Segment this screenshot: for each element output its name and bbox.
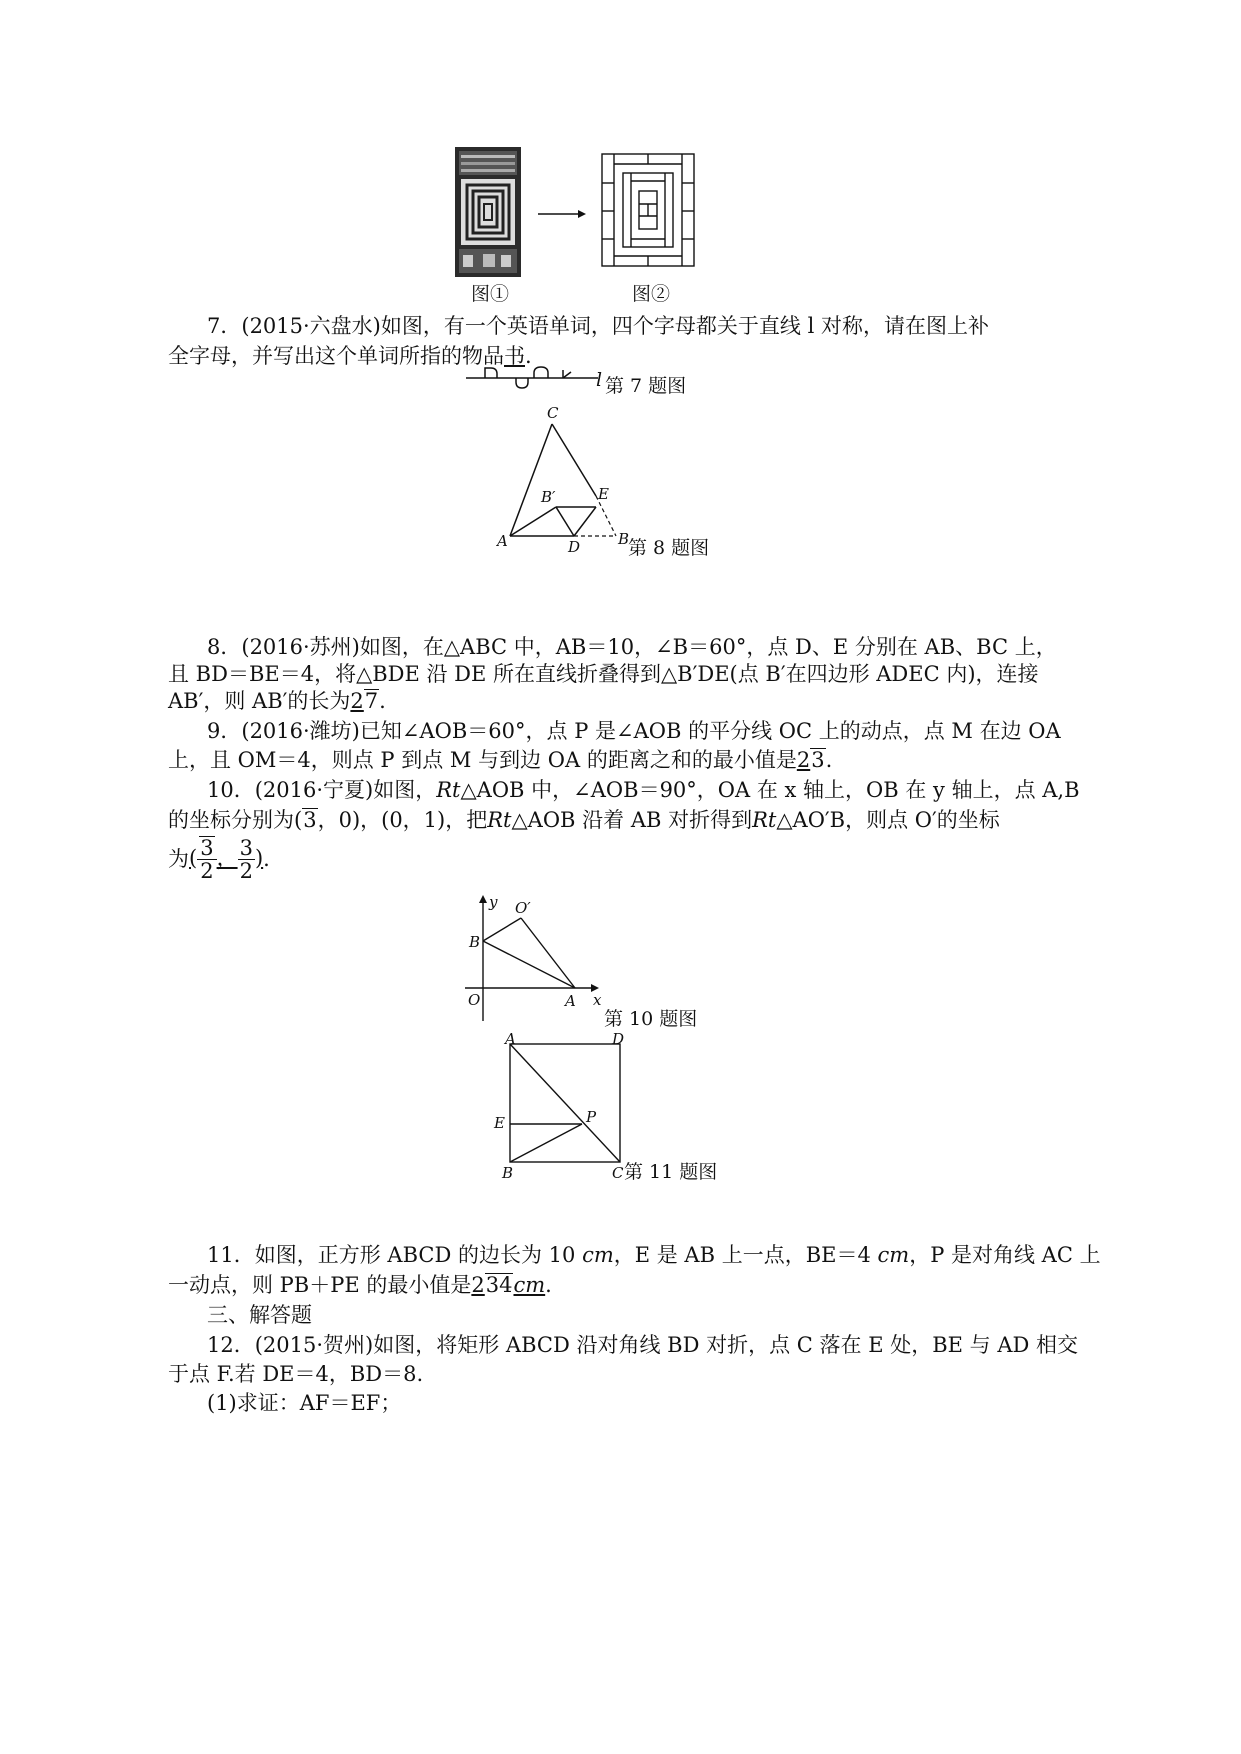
q7-caption: 第 7 题图 <box>605 375 687 397</box>
q9-line2: 上，且 OM＝4，则点 P 到点 M 与到边 OA 的距离之和的最小值是23. <box>168 748 833 772</box>
q12-line2: 于点 F.若 DE＝4，BD＝8. <box>168 1362 424 1386</box>
q12-sub1: (1)求证：AF＝EF； <box>207 1391 402 1415</box>
q8-label-C: C <box>547 404 559 422</box>
q11-label-A: A <box>505 1032 516 1048</box>
q10-label-y: y <box>489 893 498 911</box>
q10-label-x: x <box>593 991 602 1009</box>
q11-line1: 11．如图，正方形 ABCD 的边长为 10 cm，E 是 AB 上一点，BE＝4 cm，P 是对角线 AC 上 <box>207 1243 1101 1267</box>
q11-answer: 234cm <box>471 1273 546 1297</box>
q9-number: 9． <box>207 719 242 743</box>
q9-line1 <box>207 716 1061 746</box>
q8-caption: 第 8 题图 <box>628 537 710 559</box>
q7-text-2: 全字母，并写出这个单词所指的物品 <box>168 344 504 368</box>
q12-source: (2015·贺州) <box>254 1333 374 1357</box>
q7-text: 如图，有一个英语单词，四个字母都关于直线 l 对称，请在图上补 <box>380 314 989 338</box>
q11-number: 11． <box>207 1243 255 1267</box>
q9-answer: 23 <box>796 748 825 772</box>
arrow-right-icon <box>538 208 586 220</box>
q11-label-B: B <box>502 1164 514 1180</box>
q10-line2: 的坐标分别为(3，0)，(0，1)，把Rt△AOB 沿着 AB 对折得到Rt△AO′B，则点 O′的坐标 <box>168 808 1000 832</box>
q8-label-B: B <box>618 530 630 548</box>
figure-1-caption: 图① <box>471 283 510 305</box>
q8-line1 <box>207 632 1057 662</box>
q10-label-O: O <box>468 991 481 1009</box>
q7-line1 <box>207 311 989 341</box>
q7-tail: . <box>525 344 532 368</box>
q10-caption: 第 10 题图 <box>604 1008 698 1030</box>
figure-2-caption: 图② <box>632 283 671 305</box>
q8-line3: AB′，则 AB′的长为27. <box>168 689 386 713</box>
q11-label-C: C <box>612 1164 624 1180</box>
q11-label-E: E <box>494 1114 505 1132</box>
q11-label-P: P <box>586 1108 597 1126</box>
q10-label-A: A <box>565 992 576 1010</box>
q8-line2: 且 BD＝BE＝4，将△BDE 沿 DE 所在直线折叠得到△B′DE(点 B′在四边形 ADEC 内)，连接 <box>168 662 1039 686</box>
q7-source: (2015·六盘水) <box>241 314 381 338</box>
q7-line-label: l <box>596 369 603 391</box>
q7-number: 7． <box>207 314 242 338</box>
q11-label-D: D <box>612 1032 625 1048</box>
q12-line1: 12．(2015·贺州)如图，将矩形 ABCD 沿对角线 BD 对折，点 C 落在 E 处，BE 与 AD 相交 <box>207 1333 1078 1357</box>
q10-figure <box>455 893 605 1028</box>
q8-text: 如图，在△ABC 中，AB＝10，∠B＝60°，点 D、E 分别在 AB、BC 上， <box>359 635 1057 659</box>
figure-2-pattern <box>601 153 695 267</box>
q9-source: (2016·潍坊) <box>241 719 360 743</box>
q8-answer: 27 <box>350 689 379 713</box>
q9-text: 已知∠AOB＝60°，点 P 是∠AOB 的平分线 OC 上的动点，点 M 在边 OA <box>359 719 1061 743</box>
q7-figure <box>466 364 606 392</box>
section-heading: 三、解答题 <box>207 1303 312 1327</box>
q11-caption: 第 11 题图 <box>624 1161 718 1183</box>
q8-label-E: E <box>598 485 609 503</box>
q11-figure <box>490 1032 630 1180</box>
q8-figure <box>496 404 636 554</box>
q11-line2: 一动点，则 PB＋PE 的最小值是234cm. <box>168 1273 552 1297</box>
q10-line1: 10．(2016·宁夏)如图，Rt△AOB 中，∠AOB＝90°，OA 在 x 轴上，OB 在 y 轴上，点 A,B <box>207 778 1080 802</box>
q8-source: (2016·苏州) <box>241 635 360 659</box>
q10-answer: ( $\frac{3}{2}$ ， $\frac{3}{2}$ ) <box>189 835 264 883</box>
q12-number: 12． <box>207 1333 255 1357</box>
q10-label-B: B <box>469 933 481 951</box>
q10-label-Oprime: O′ <box>515 899 531 917</box>
q9-text-2: 上，且 OM＝4，则点 P 到点 M 与到边 OA 的距离之和的最小值是 <box>168 748 797 772</box>
q8-number: 8． <box>207 635 242 659</box>
figure-1-photo <box>455 147 521 277</box>
q8-label-D: D <box>568 538 581 554</box>
q8-label-A: A <box>497 532 508 550</box>
q10-source: (2016·宁夏) <box>254 778 374 802</box>
q10-number: 10． <box>207 778 255 802</box>
q10-line3: 为( $\frac{3}{2}$ ， $\frac{3}{2}$ ). <box>168 835 270 883</box>
q8-text-3: AB′，则 AB′的长为 <box>168 689 351 713</box>
q7-answer: 书 <box>504 344 525 368</box>
q8-label-Bprime: B′ <box>541 488 556 506</box>
